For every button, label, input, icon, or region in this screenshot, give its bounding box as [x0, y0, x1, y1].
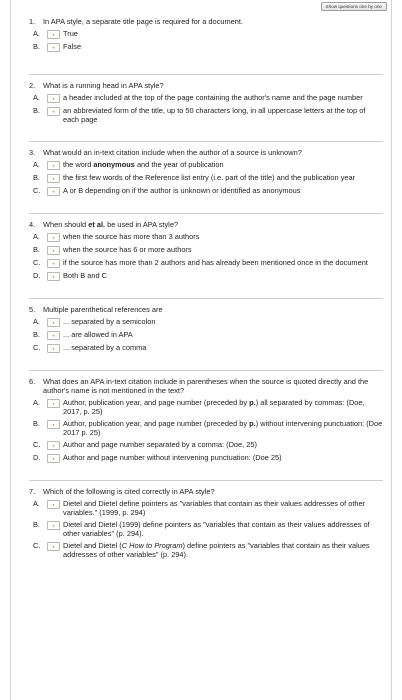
answer-option — [29, 271, 383, 281]
question-list — [11, 12, 391, 559]
text-run: ) define pointers as "variables that contain as their values addresses of other variables" (p. 294). — [63, 541, 370, 559]
text-run: Both B and C — [63, 271, 107, 280]
question-4 — [11, 214, 391, 281]
question-number: 2. — [29, 81, 36, 90]
option-text — [63, 258, 383, 267]
text-run: What does an APA in-text citation include in parentheses when the source is quoted directly and the author's name is not mentioned in the text? — [43, 377, 369, 395]
text-run: Dietel and Dietel (1999) define pointers as "variables that contain as their values addresses of other variables" (p. 294). — [63, 520, 370, 538]
option-text — [63, 330, 383, 339]
answer-option — [29, 232, 383, 242]
option-letter: A. — [33, 499, 40, 508]
answer-select-dropdown[interactable] — [47, 399, 60, 408]
italic-text: C How to Program — [121, 541, 183, 550]
show-one-by-one-button[interactable]: Show questions one by one — [321, 2, 387, 11]
question-stem — [29, 220, 383, 229]
answer-select-dropdown[interactable] — [47, 259, 60, 268]
question-stem — [29, 81, 383, 90]
option-letter: C. — [33, 258, 41, 267]
question-text — [43, 148, 383, 157]
text-run: Dietel and Dietel define pointers as "variables that contain as their values addresses of other variables." (1999, p. 294) — [63, 499, 366, 517]
question-7 — [11, 481, 391, 559]
question-1 — [11, 12, 391, 52]
question-number: 3. — [29, 148, 36, 157]
text-run: ... are allowed in APA — [63, 330, 133, 339]
text-run: False — [63, 42, 82, 51]
option-letter: C. — [33, 343, 41, 352]
text-run: In APA style, a separate title page is required for a document. — [43, 17, 243, 26]
answer-option — [29, 186, 383, 196]
answer-option — [29, 499, 383, 517]
answer-option — [29, 453, 383, 463]
option-letter: D. — [33, 453, 41, 462]
text-run: Author, publication year, and page number (preceded by — [63, 398, 250, 407]
chevron-down-icon: ▾ — [52, 261, 55, 266]
option-letter: D. — [33, 271, 41, 280]
text-run: a header included at the top of the page containing the author's name and the page number — [63, 93, 363, 102]
answer-select-dropdown[interactable] — [47, 420, 60, 429]
answer-option — [29, 93, 383, 103]
answer-select-dropdown[interactable] — [47, 246, 60, 255]
question-number: 5. — [29, 305, 36, 314]
option-text — [63, 29, 383, 38]
chevron-down-icon: ▾ — [52, 443, 55, 448]
answer-select-dropdown[interactable] — [47, 43, 60, 52]
option-letter: A. — [33, 160, 40, 169]
text-run: Multiple parenthetical references are — [43, 305, 163, 314]
chevron-down-icon: ▾ — [52, 248, 55, 253]
option-text — [63, 343, 383, 352]
text-run: and the year of publication — [134, 160, 224, 169]
answer-option — [29, 258, 383, 268]
option-letter: A. — [33, 398, 40, 407]
option-text — [63, 453, 383, 462]
option-letter: B. — [33, 245, 40, 254]
text-run: an abbreviated form of the title, up to 50 characters long, in all uppercase letters at the top of each page — [63, 106, 366, 124]
question-text — [43, 487, 383, 496]
option-text — [63, 520, 383, 538]
bold-text: et al. — [88, 220, 106, 229]
text-run: the word — [63, 160, 94, 169]
text-run: ) all separated by commas: (Doe, 2017, p. 25) — [63, 398, 365, 416]
text-run: Dietel and Dietel ( — [63, 541, 122, 550]
answer-select-dropdown[interactable] — [47, 318, 60, 327]
answer-option — [29, 520, 383, 538]
question-number: 7. — [29, 487, 36, 496]
answer-select-dropdown[interactable] — [47, 107, 60, 116]
text-run: when the source has 6 or more authors — [63, 245, 192, 254]
question-text — [43, 220, 383, 229]
bold-text: p. — [249, 419, 256, 428]
option-letter: A. — [33, 29, 40, 38]
chevron-down-icon: ▾ — [52, 401, 55, 406]
option-text — [63, 398, 383, 416]
question-text — [43, 17, 383, 26]
option-text — [63, 440, 383, 449]
chevron-down-icon: ▾ — [52, 456, 55, 461]
option-text — [63, 245, 383, 254]
question-text — [43, 377, 383, 395]
option-text — [63, 42, 383, 51]
option-text — [63, 271, 383, 280]
question-stem — [29, 148, 383, 157]
option-letter: A. — [33, 317, 40, 326]
question-number: 6. — [29, 377, 36, 386]
quiz-panel — [10, 0, 392, 700]
text-run: What is a running head in APA style? — [43, 81, 164, 90]
option-letter: A. — [33, 232, 40, 241]
bold-text: anonymous — [93, 160, 135, 169]
question-text — [43, 305, 383, 314]
text-run: when the source has more than 3 authors — [63, 232, 200, 241]
answer-option — [29, 398, 383, 416]
answer-option — [29, 160, 383, 170]
option-letter: C. — [33, 541, 41, 550]
chevron-down-icon: ▾ — [52, 502, 55, 507]
option-letter: A. — [33, 93, 40, 102]
text-run: Author and page number without intervening punctuation: (Doe 25) — [63, 453, 282, 462]
option-text — [63, 499, 383, 517]
text-run: A or B depending on if the author is unknown or identified as anonymous — [63, 186, 301, 195]
option-letter: B. — [33, 419, 40, 428]
answer-select-dropdown[interactable] — [47, 94, 60, 103]
text-run: ) without intervening punctuation: (Doe 2017 p. 25) — [63, 419, 383, 437]
chevron-down-icon: ▾ — [52, 422, 55, 427]
answer-option — [29, 245, 383, 255]
question-stem — [29, 487, 383, 496]
question-3 — [11, 142, 391, 196]
question-number: 1. — [29, 17, 36, 26]
chevron-down-icon: ▾ — [52, 109, 55, 114]
chevron-down-icon: ▾ — [52, 163, 55, 168]
answer-option — [29, 440, 383, 450]
answer-select-dropdown[interactable] — [47, 500, 60, 509]
question-stem — [29, 305, 383, 314]
answer-select-dropdown[interactable] — [47, 521, 60, 530]
option-text — [63, 93, 383, 102]
question-stem — [29, 377, 383, 395]
chevron-down-icon: ▾ — [52, 235, 55, 240]
question-text — [43, 81, 383, 90]
answer-option — [29, 317, 383, 327]
chevron-down-icon: ▾ — [52, 523, 55, 528]
text-run: ... separated by a semicolon — [63, 317, 156, 326]
option-letter: C. — [33, 186, 41, 195]
option-text — [63, 106, 383, 124]
text-run: Which of the following is cited correctly in APA style? — [43, 487, 215, 496]
chevron-down-icon: ▾ — [52, 176, 55, 181]
answer-select-dropdown[interactable] — [47, 331, 60, 340]
question-2 — [11, 75, 391, 124]
chevron-down-icon: ▾ — [52, 320, 55, 325]
option-text — [63, 160, 383, 169]
text-run: if the source has more than 2 authors and has already been mentioned once in the document — [63, 258, 368, 267]
option-text — [63, 541, 383, 559]
answer-select-dropdown[interactable] — [47, 441, 60, 450]
text-run: What would an in-text citation include when the author of a source is unknown? — [43, 148, 302, 157]
option-text — [63, 232, 383, 241]
option-letter: B. — [33, 520, 40, 529]
chevron-down-icon: ▾ — [52, 189, 55, 194]
option-text — [63, 317, 383, 326]
text-run: Author and page number separated by a comma: (Doe, 25) — [63, 440, 257, 449]
answer-select-dropdown[interactable] — [47, 542, 60, 551]
chevron-down-icon: ▾ — [52, 274, 55, 279]
option-letter: B. — [33, 173, 40, 182]
answer-option — [29, 419, 383, 437]
option-letter: B. — [33, 106, 40, 115]
answer-select-dropdown[interactable] — [47, 233, 60, 242]
answer-option — [29, 330, 383, 340]
chevron-down-icon: ▾ — [52, 45, 55, 50]
option-text — [63, 186, 383, 195]
answer-select-dropdown[interactable] — [47, 454, 60, 463]
question-5 — [11, 299, 391, 353]
answer-select-dropdown[interactable] — [47, 30, 60, 39]
answer-option — [29, 541, 383, 559]
chevron-down-icon: ▾ — [52, 346, 55, 351]
answer-option — [29, 42, 383, 52]
question-number: 4. — [29, 220, 36, 229]
answer-option — [29, 29, 383, 39]
answer-option — [29, 343, 383, 353]
question-stem — [29, 17, 383, 26]
answer-select-dropdown[interactable] — [47, 187, 60, 196]
answer-option — [29, 106, 383, 124]
text-run: be used in APA style? — [105, 220, 179, 229]
chevron-down-icon: ▾ — [52, 333, 55, 338]
text-run: True — [63, 29, 78, 38]
chevron-down-icon: ▾ — [52, 96, 55, 101]
text-run: the first few words of the Reference list entry (i.e. part of the title) and the publication year — [63, 173, 356, 182]
answer-select-dropdown[interactable] — [47, 344, 60, 353]
chevron-down-icon: ▾ — [52, 544, 55, 549]
option-letter: C. — [33, 440, 41, 449]
answer-select-dropdown[interactable] — [47, 272, 60, 281]
answer-option — [29, 173, 383, 183]
bold-text: p. — [249, 398, 256, 407]
text-run: Author, publication year, and page number (preceded by — [63, 419, 250, 428]
chevron-down-icon: ▾ — [52, 32, 55, 37]
option-text — [63, 173, 383, 182]
question-6 — [11, 371, 391, 463]
text-run: ... separated by a comma — [63, 343, 147, 352]
quiz-toolbar — [11, 0, 391, 12]
text-run: When should — [43, 220, 89, 229]
option-letter: B. — [33, 330, 40, 339]
option-letter: B. — [33, 42, 40, 51]
option-text — [63, 419, 383, 437]
answer-select-dropdown[interactable] — [47, 174, 60, 183]
answer-select-dropdown[interactable] — [47, 161, 60, 170]
